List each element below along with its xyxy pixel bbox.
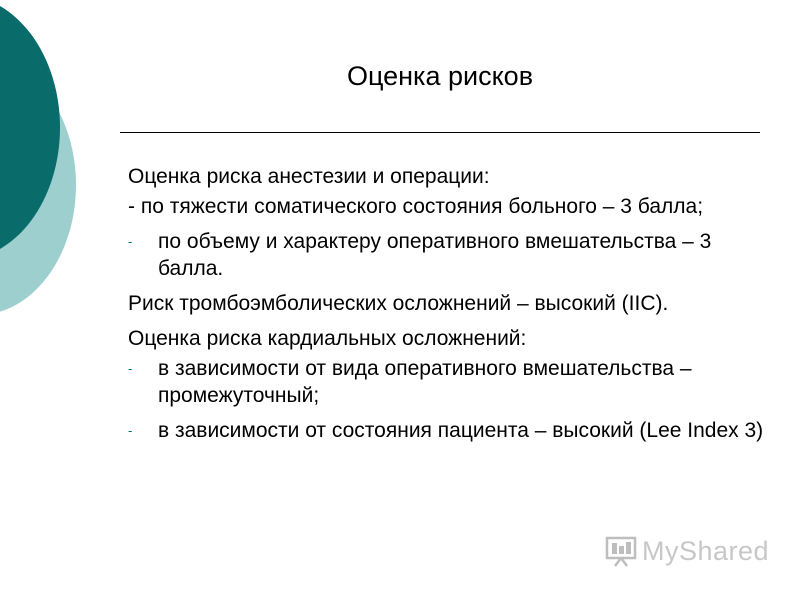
slide-title: Оценка рисков — [346, 61, 534, 91]
anesthesia-risk-heading: Оценка риска анестезии и операции: — [128, 165, 490, 188]
cardiac-risk-heading: Оценка риска кардиальных осложнений: — [128, 327, 527, 350]
somatic-state-line: - по тяжести соматического состояния больного – 3 балла; — [128, 195, 704, 218]
watermark — [604, 534, 769, 568]
dash-bullet-icon: - — [128, 361, 133, 376]
dash-bullet-icon: - — [128, 423, 133, 438]
list-item-text: в зависимости от вида оперативного вмешательства – промежуточный; — [158, 357, 692, 407]
presentation-board-icon — [604, 534, 638, 568]
dash-bullet-icon: - — [128, 234, 133, 249]
list-item-text: в зависимости от состояния пациента – высокий (Lee Index 3) — [158, 419, 764, 442]
list-item — [128, 355, 768, 409]
list-item — [128, 417, 768, 444]
list-item — [128, 228, 768, 282]
watermark-logo-text: MyShared — [642, 535, 770, 566]
thromboembolic-risk-line: Риск тромбоэмболических осложнений – высокий (IIС). — [128, 292, 669, 315]
slide-body — [128, 163, 768, 452]
list-item-text: по объему и характеру оперативного вмешательства – 3 балла. — [158, 230, 712, 280]
title-divider — [120, 132, 760, 133]
